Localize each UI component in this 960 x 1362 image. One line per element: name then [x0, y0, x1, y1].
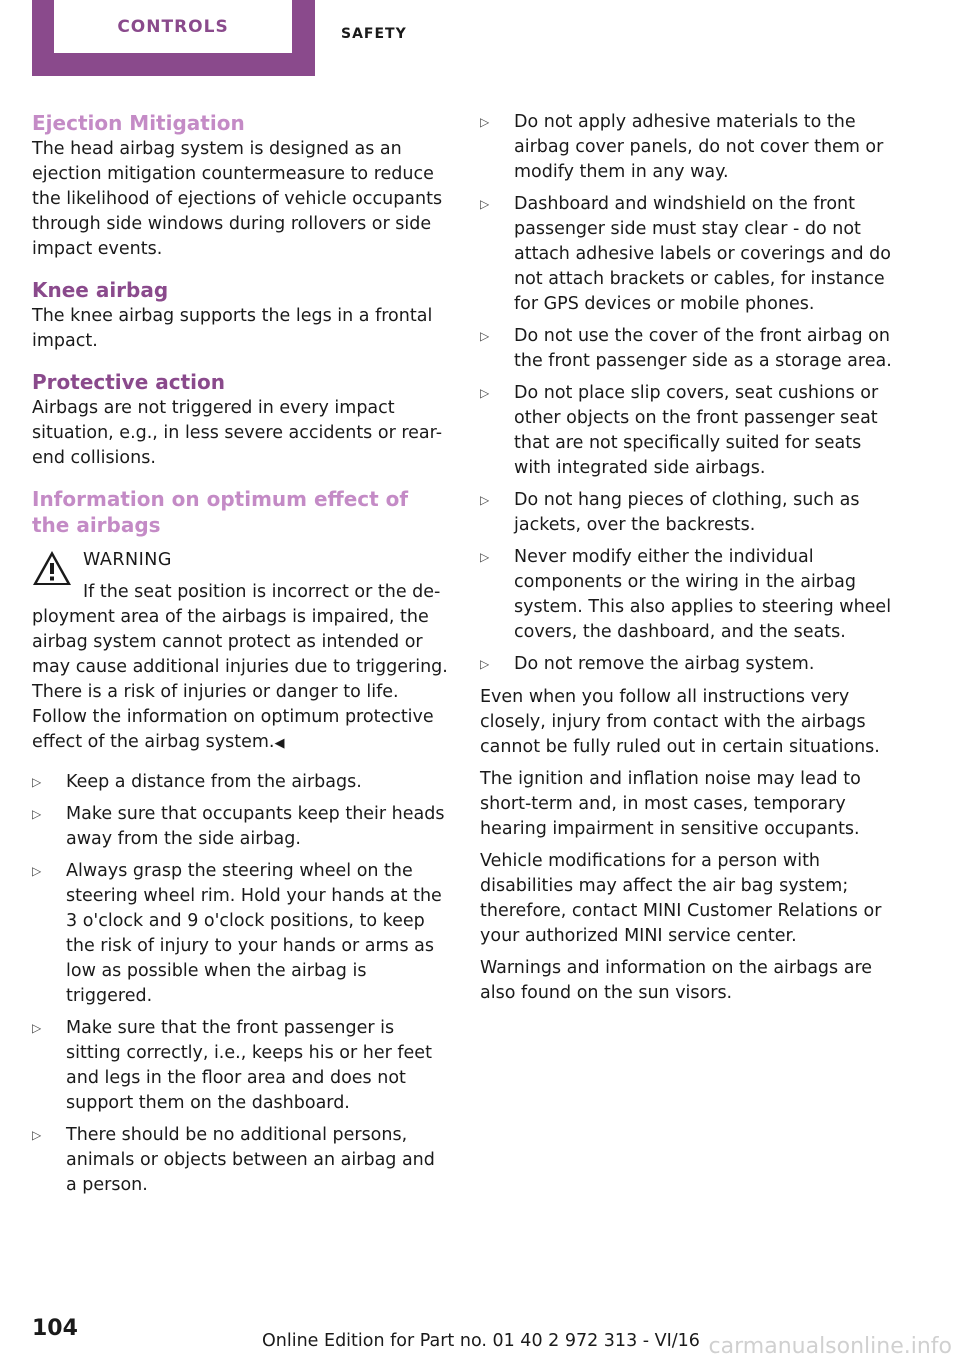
header-tab-label: CONTROLS [54, 0, 292, 53]
warning-triangle-icon [32, 550, 72, 586]
text-knee: The knee airbag supports the legs in a frontal impact. [32, 306, 433, 351]
list-item [480, 545, 900, 645]
list-item [32, 802, 450, 852]
bullet-triangle-icon: ▷ [480, 657, 490, 671]
right-bullet-list [480, 110, 900, 677]
right-paragraphs [480, 685, 900, 1006]
list-item-text: Never modify either the individual components or the wiring in the airbag system. This also applies to steering wheel covers, the dashboard, and the seats. [514, 547, 892, 642]
left-bullet-list [32, 770, 450, 1198]
list-item-text: Do not place slip covers, seat cushions or other objects on the front passenger seat that are not specifically suited for seats with integrated side airbags. [514, 383, 879, 478]
bullet-triangle-icon: ▷ [480, 493, 490, 507]
bullet-triangle-icon: ▷ [32, 1021, 42, 1035]
paragraph: The ignition and inflation noise may lead to short-term and, in most cases, temporary hearing impairment in sensitive occupants. [480, 769, 861, 839]
bullet-triangle-icon: ▷ [480, 329, 490, 343]
right-column [480, 110, 900, 1013]
list-item-text: There should be no additional persons, animals or objects between an airbag and a person. [66, 1125, 435, 1195]
warning-box [32, 548, 450, 756]
list-item-text: Do not use the cover of the front airbag on the front passenger side as a storage area. [514, 326, 892, 371]
list-item [32, 1016, 450, 1116]
heading-protective: Protective action [32, 370, 225, 394]
list-item-text: Keep a distance from the airbags. [66, 772, 362, 792]
section-knee [32, 277, 450, 354]
page-number: 104 [32, 1316, 78, 1341]
list-item [480, 488, 900, 538]
section-ejection [32, 110, 450, 262]
list-item-text: Make sure that occupants keep their heads away from the side airbag. [66, 804, 445, 849]
paragraph: Warnings and information on the airbags are also found on the sun visors. [480, 958, 873, 1003]
list-item-text: Do not apply adhesive materials to the airbag cover panels, do not cover them or modify them in any way. [514, 112, 884, 182]
header-section-label: SAFETY [341, 26, 407, 42]
edition-footer: Online Edition for Part no. 01 40 2 972 313 - VI/16 [262, 1331, 700, 1351]
bullet-triangle-icon: ▷ [32, 775, 42, 789]
list-item [480, 381, 900, 481]
list-item [480, 324, 900, 374]
warning-rest: ployment area of the airbags is impaired, the airbag system cannot protect as intended or may cause additional injuries due to triggering. There is a risk of injuries or danger to life. Follow the information on optimum protective effect of the airbag system. [32, 607, 448, 752]
list-item [480, 192, 900, 317]
heading-info: Information on optimum effect of the airbags [32, 487, 409, 537]
heading-ejection: Ejection Mitigation [32, 111, 245, 135]
paragraph: Vehicle modifications for a person with disabilities may affect the air bag system; therefore, contact MINI Customer Relations or your authorized MINI service center. [480, 851, 882, 946]
list-item-text: Dashboard and windshield on the front passenger side must stay clear - do not attach adhesive labels or coverings and do not attach brackets or cables, for instance for GPS devices or mobile phones. [514, 194, 891, 314]
bullet-triangle-icon: ▷ [32, 1128, 42, 1142]
list-item [32, 1123, 450, 1198]
watermark: carmanualsonline.info [708, 1334, 952, 1359]
bullet-triangle-icon: ▷ [480, 197, 490, 211]
bullet-triangle-icon: ▷ [480, 386, 490, 400]
header-tab [32, 0, 315, 76]
warning-title: WARNING [83, 550, 172, 570]
list-item [480, 110, 900, 185]
list-item-text: Always grasp the steering wheel on the steering wheel rim. Hold your hands at the 3 o'clock and 9 o'clock positions, to keep the risk of injury to your hands or arms as low as possible when the airbag is triggered. [66, 861, 442, 1006]
heading-knee: Knee airbag [32, 278, 169, 302]
end-mark-icon: ◀ [274, 736, 285, 751]
list-item-text: Make sure that the front passenger is sitting correctly, i.e., keeps his or her feet and legs in the floor area and does not support them on the dashboard. [66, 1018, 432, 1113]
list-item [480, 652, 900, 677]
list-item-text: Do not remove the airbag system. [514, 654, 815, 674]
text-protective: Airbags are not triggered in every impact situation, e.g., in less severe accidents or rear-end collisions. [32, 398, 443, 468]
warning-text [32, 605, 450, 756]
section-protective [32, 369, 450, 471]
bullet-triangle-icon: ▷ [480, 115, 490, 129]
list-item [32, 770, 450, 795]
paragraph: Even when you follow all instructions very closely, injury from contact with the airbags cannot be fully ruled out in certain situations. [480, 687, 880, 757]
list-item-text: Do not hang pieces of clothing, such as jackets, over the backrests. [514, 490, 860, 535]
warning-first-line: If the seat position is incorrect or the de- [83, 582, 441, 602]
list-item [32, 859, 450, 1009]
left-column [32, 110, 450, 1206]
bullet-triangle-icon: ▷ [480, 550, 490, 564]
text-ejection: The head airbag system is designed as an ejection mitigation countermeasure to reduce the likelihood of ejections of vehicle occupants through side windows during rollovers or side impact events. [32, 139, 443, 259]
bullet-triangle-icon: ▷ [32, 807, 42, 821]
bullet-triangle-icon: ▷ [32, 864, 42, 878]
